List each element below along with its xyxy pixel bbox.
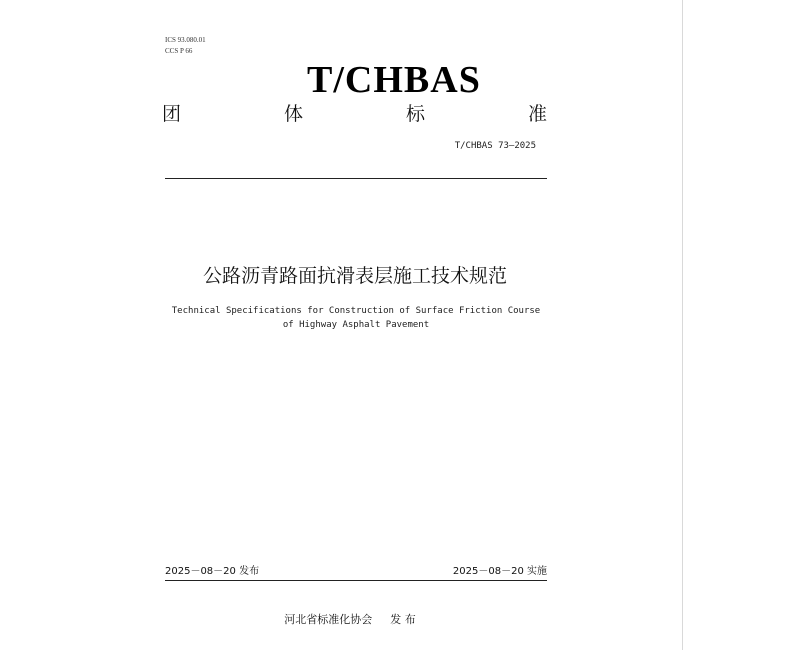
viewer-background	[683, 0, 785, 650]
ics-code: ICS 93.080.01	[165, 36, 206, 44]
standard-type	[162, 101, 547, 127]
organization-code: T/CHBAS	[307, 59, 481, 101]
release-date: 2025－08－20 发布	[165, 566, 260, 577]
publisher-action: 发 布	[390, 613, 416, 626]
title-en-line: Technical Specifications for Construction of Surface Friction Course	[171, 306, 541, 316]
document-title-english	[150, 304, 562, 332]
standard-type-char: 准	[527, 103, 547, 125]
top-divider	[165, 178, 547, 179]
implementation-date: 2025－08－20 实施	[452, 566, 547, 577]
publisher-line	[240, 612, 460, 628]
standard-type-char: 体	[283, 103, 303, 125]
publisher-name: 河北省标准化协会	[284, 613, 373, 626]
bottom-divider	[165, 580, 547, 581]
ccs-code: CCS P 66	[165, 47, 193, 55]
title-en-line: of Highway Asphalt Pavement	[282, 320, 430, 330]
standard-type-char: 标	[405, 103, 425, 125]
standard-number: T/CHBAS 73—2025	[454, 141, 536, 151]
document-title-chinese: 公路沥青路面抗滑表层施工技术规范	[202, 265, 507, 287]
standard-type-char: 团	[162, 103, 182, 125]
date-row	[165, 565, 547, 579]
classification-codes	[165, 35, 206, 57]
